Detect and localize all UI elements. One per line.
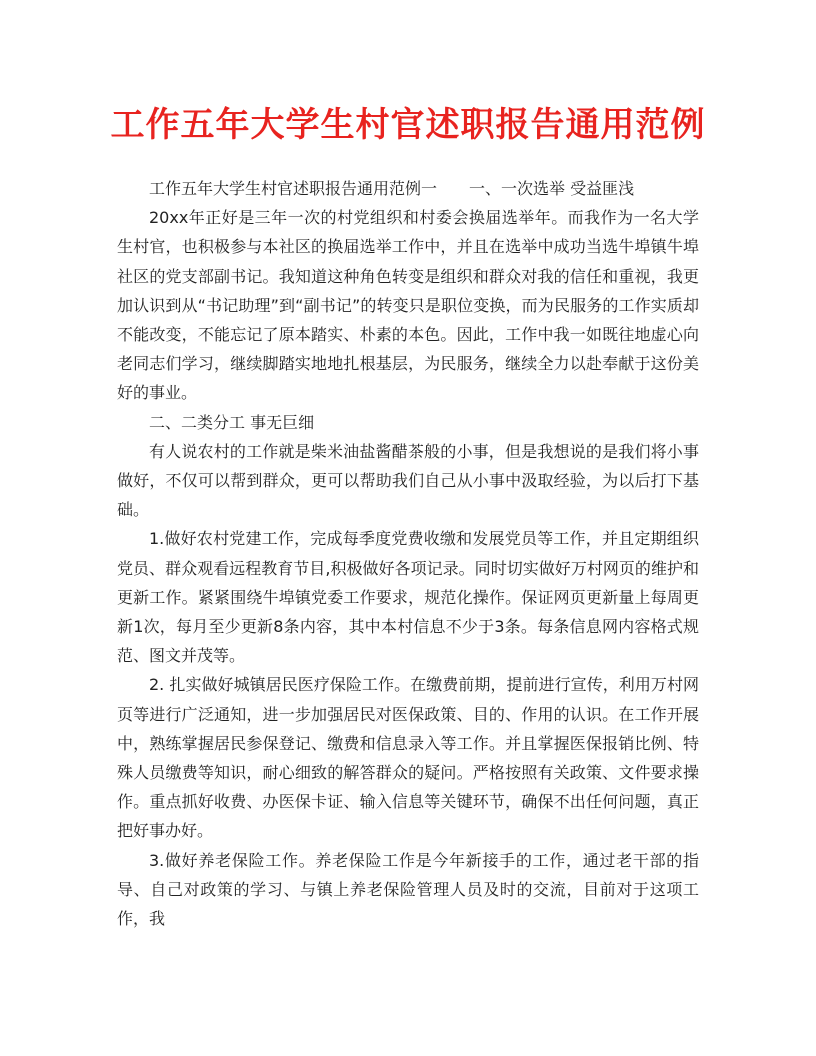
paragraph-small-things: 有人说农村的工作就是柴米油盐酱醋茶般的小事，但是我想说的是我们将小事做好，不仅可以帮到群众，更可以帮助我们自己从小事中汲取经验，为以后打下基础。 bbox=[117, 441, 699, 520]
paragraph-intro: 工作五年大学生村官述职报告通用范例一 一、一次选举 受益匪浅 bbox=[149, 179, 635, 198]
paragraph-election: 20xx年正好是三年一次的村党组织和村委会换届选举年。而我作为一名大学生村官，也积极参与本社区的换届选举工作中，并且在选举中成功当选牛埠镇牛埠社区的党支部副书记。我知道这种角色转变是组织和群众对我的信任和重视，我更加认识到从“书记助理”到“副书记”的转变只是职位变换，而为民服务的工作实质却不能改变，不能忘记了原本踏实、朴素的本色。因此，工作中我一如既往地虚心向老同志们学习，继续脚踏实地地扎根基层，为民服务，继续全力以赴奉献于这份美好的事业。 bbox=[117, 208, 699, 403]
document-title: 工作五年大学生村官述职报告通用范例 bbox=[110, 105, 706, 145]
paragraph-medical-insurance: 2. 扎实做好城镇居民医疗保险工作。在缴费前期，提前进行宣传，利用万村网页等进行广泛通知，进一步加强居民对医保政策、目的、作用的认识。在工作开展中，熟练掌握居民参保登记、缴费和信息录入等工作。并且掌握医保报销比例、特殊人员缴费等知识，耐心细致的解答群众的疑问。严格按照有关政策、文件要求操作。重点抓好收费、办医保卡证、输入信息等关键环节，确保不出任何问题，真正把好事办好。 bbox=[117, 675, 699, 841]
paragraph-party-building: 1.做好农村党建工作，完成每季度党费收缴和发展党员等工作，并且定期组织党员、群众观看远程教育节目,积极做好各项记录。同时切实做好万村网页的维护和更新工作。紧紧围绕牛埠镇党委工作要求，规范化操作。保证网页更新量上每周更新1次，每月至少更新8条内容，其中本村信息不少于3条。每条信息网内容格式规范、图文并茂等。 bbox=[117, 529, 699, 666]
section-heading-division: 二、二类分工 事无巨细 bbox=[149, 412, 315, 432]
paragraph-pension-insurance: 3.做好养老保险工作。养老保险工作是今年新接手的工作，通过老干部的指导、自己对政策的学习、与镇上养老保险管理人员及时的交流，目前对于这项工作，我 bbox=[117, 850, 699, 929]
document-body bbox=[117, 174, 699, 933]
